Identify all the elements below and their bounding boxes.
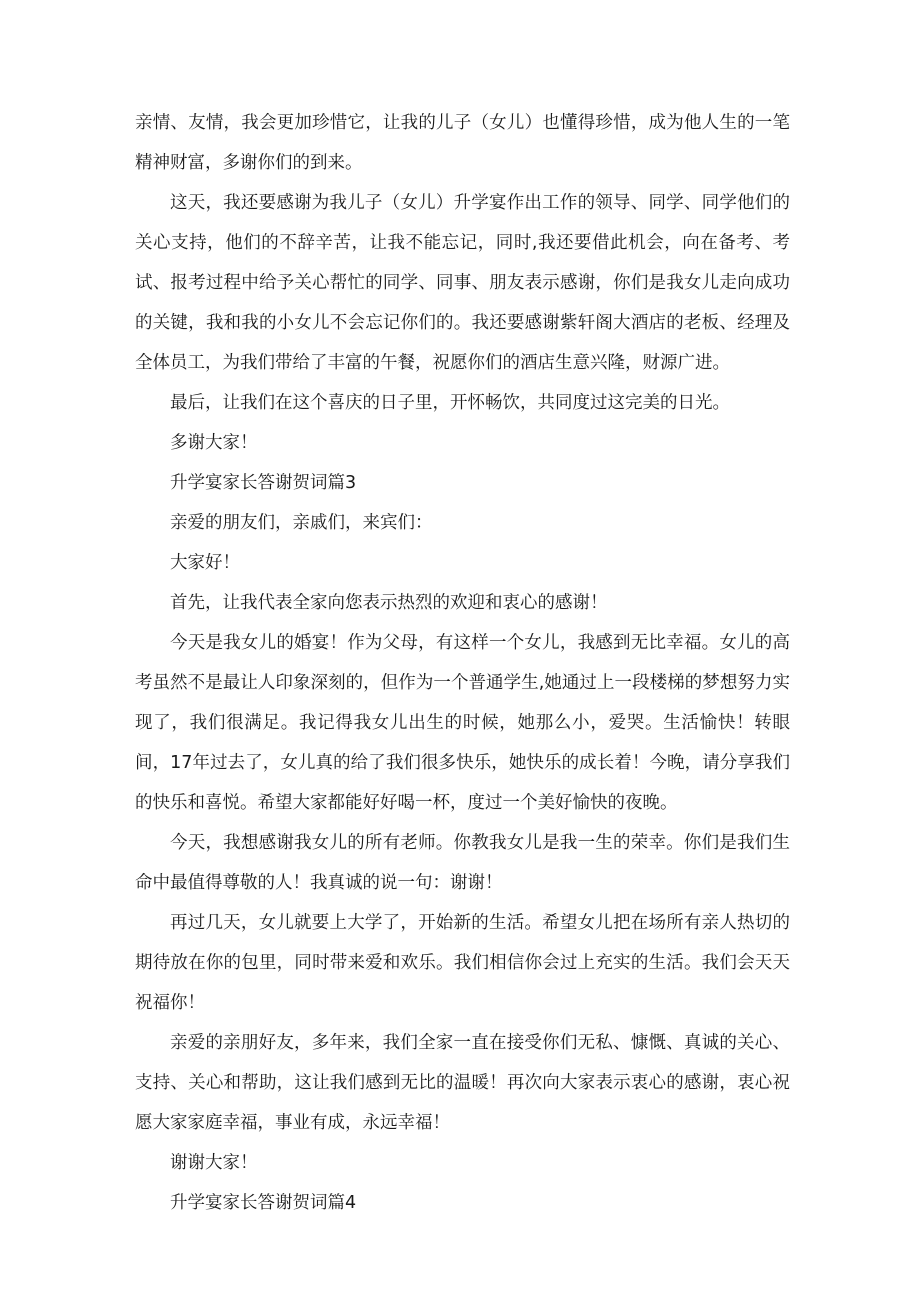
paragraph-university: 再过几天，女儿就要上大学了，开始新的生活。希望女儿把在场所有亲人热切的期待放在你的包里，同时带来爱和欢乐。我们相信你会过上充实的生活。我们会天天祝福你！ xyxy=(135,913,790,1013)
paragraph-welcome: 首先，让我代表全家向您表示热烈的欢迎和衷心的感谢！ xyxy=(170,593,608,613)
paragraph-2: 这天，我还要感谢为我儿子（女儿）升学宴作出工作的领导、同学、同学他们的关心支持，他们的不辞辛苦，让我不能忘记，同时,我还要借此机会，向在备考、考试、报考过程中给予关心帮忙的同学、同事、朋友表示感谢，你们是我女儿走向成功的关键，我和我的小女儿不会忘记你们的。我还要感谢紫轩阁大酒店的老板、经理及全体员工，为我们带给了丰富的午餐，祝愿你们的酒店生意兴隆，财源广进。 xyxy=(135,193,790,373)
salutation: 亲爱的朋友们，亲戚们，来宾们： xyxy=(170,513,433,533)
section-heading-3: 升学宴家长答谢贺词篇3 xyxy=(170,473,357,493)
closing-thanks-2: 谢谢大家！ xyxy=(170,1153,258,1173)
paragraph-3: 最后，让我们在这个喜庆的日子里，开怀畅饮，共同度过这完美的日光。 xyxy=(170,393,730,413)
section-heading-4: 升学宴家长答谢贺词篇4 xyxy=(170,1193,357,1213)
paragraph-daughter: 今天是我女儿的婚宴！作为父母，有这样一个女儿，我感到无比幸福。女儿的高考虽然不是最让人印象深刻的，但作为一个普通学生,她通过上一段楼梯的梦想努力实现了，我们很满足。我记得我女儿出生的时候，她那么小，爱哭。生活愉快！转眼间，17年过去了，女儿真的给了我们很多快乐，她快乐的成长着！今晚，请分享我们的快乐和喜悦。希望大家都能好好喝一杯，度过一个美好愉快的夜晚。 xyxy=(135,633,790,813)
paragraph-friends: 亲爱的亲朋好友，多年来，我们全家一直在接受你们无私、慷慨、真诚的关心、支持、关心和帮助，这让我们感到无比的温暖！再次向大家表示衷心的感谢，衷心祝愿大家家庭幸福，事业有成，永远幸福！ xyxy=(135,1033,790,1133)
document-body xyxy=(135,103,790,1223)
greeting: 大家好！ xyxy=(170,553,240,573)
closing-thanks-1: 多谢大家！ xyxy=(170,433,258,453)
paragraph-teachers: 今天，我想感谢我女儿的所有老师。你教我女儿是我一生的荣幸。你们是我们生命中最值得尊敬的人！我真诚的说一句：谢谢！ xyxy=(135,833,790,893)
paragraph-1: 亲情、友情，我会更加珍惜它，让我的儿子（女儿）也懂得珍惜，成为他人生的一笔精神财富，多谢你们的到来。 xyxy=(135,113,790,173)
